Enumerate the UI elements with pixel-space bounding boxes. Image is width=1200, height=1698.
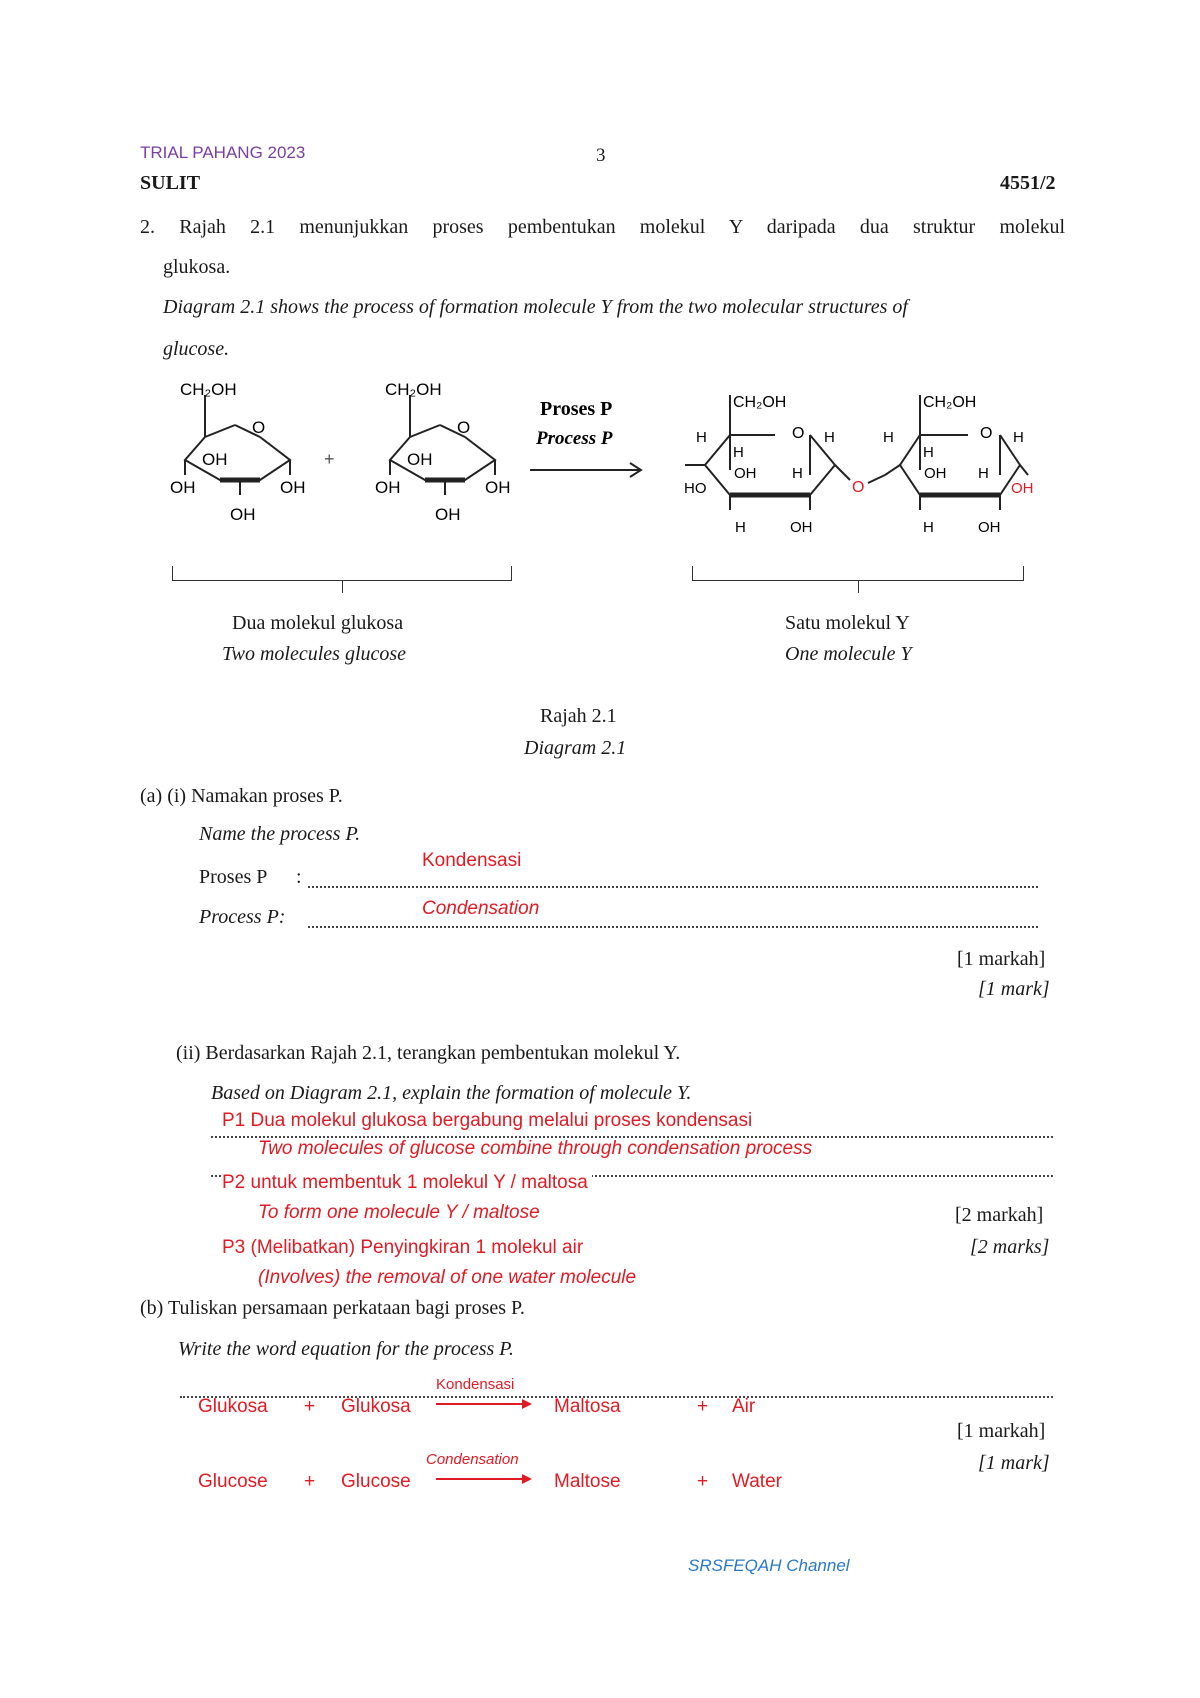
eq-ms-reactant-2: Glukosa [341,1396,411,1417]
maltose-ch2oh-1: CH₂OH [733,394,787,411]
eq-ms-product-2: Air [732,1396,756,1417]
maltose-ring-o-1: O [792,425,805,442]
answer-line-a-i-en [308,926,1038,928]
maltose-h-9: H [978,465,989,482]
maltose-h-4: H [792,465,803,482]
question-b-ms: (b) Tuliskan persamaan perkataan bagi proses P. [140,1297,525,1319]
maltose-h-5: H [735,519,746,536]
right-caption-ms: Satu molekul Y [785,612,910,634]
eq-ms-plus-1: + [304,1396,316,1417]
left-caption-en: Two molecules glucose [222,643,407,665]
answer-p1-en: Two molecules of glucose combine through condensation process [258,1138,813,1159]
marks-a-i-ms: [1 markah] [957,948,1046,970]
process-p-colon: : [296,866,302,888]
left-brace-tick [342,581,343,593]
eq-en-reactant-1: Glucose [198,1471,268,1492]
question-intro-ms: 2. Rajah 2.1 menunjukkan proses pembentukan molekul Y daripada dua struktur molekul [140,216,1065,238]
question-intro-en: Diagram 2.1 shows the process of formation molecule Y from the two molecular structures of [163,296,908,318]
answer-p3-ms: P3 (Melibatkan) Penyingkiran 1 molekul air [222,1237,584,1258]
eq-ms-plus-2: + [697,1396,709,1417]
left-oh-c4: OH [280,478,306,497]
mid-ch2oh: CH₂OH [385,380,442,399]
maltose-ring-o-2: O [980,425,993,442]
glucose-molecule-right [390,395,495,495]
question-a-i-ms: (a) (i) Namakan proses P. [140,785,343,807]
left-oh-c1: OH [170,478,196,497]
glycosidic-o: O [852,479,865,496]
eq-ms-reactant-1: Glukosa [198,1396,268,1417]
left-ch2oh: CH₂OH [180,380,237,399]
eq-en-arrow-icon [436,1473,532,1485]
process-p-label-ms: Proses P [199,866,268,888]
maltose-h-7: H [923,444,934,461]
maltose-ho: HO [684,480,707,497]
question-intro-ms-cont: glukosa. [163,256,231,278]
maltose-oh-2: OH [790,519,813,536]
process-p-label-en: Process P: [199,906,286,928]
marks-a-ii-ms: [2 markah] [955,1204,1044,1226]
mid-oh-bottom: OH [435,505,461,524]
eq-ms-arrow-icon [436,1398,532,1410]
left-ring-o: O [252,418,266,437]
marks-a-ii-en: [2 marks] [970,1236,1050,1258]
marks-a-i-en: [1 mark] [978,978,1050,1000]
eq-en-arrow-label: Condensation [426,1451,519,1468]
page-number: 3 [596,145,606,166]
glucose-diagram [160,375,1050,555]
eq-ms-arrow-label: Kondensasi [436,1376,515,1393]
answer-p1-ms: P1 Dua molekul glukosa bergabung melalui proses kondensasi [222,1110,753,1131]
eq-en-plus-2: + [697,1471,709,1492]
mid-ring-o: O [457,418,471,437]
question-a-i-en: Name the process P. [199,823,361,845]
maltose-h-6: H [883,429,894,446]
trial-label: TRIAL PAHANG 2023 [140,143,306,162]
eq-en-reactant-2: Glucose [341,1471,411,1492]
marks-b-en: [1 mark] [978,1452,1050,1474]
glucose-molecule-left [185,395,290,495]
maltose-oh-4: OH [978,519,1001,536]
question-intro-en-cont: glucose. [163,338,230,360]
process-label-ms: Proses P [540,398,613,420]
eq-en-product-1: Maltose [554,1471,621,1492]
maltose-h-2: H [733,444,744,461]
answer-a-i-en: Condensation [422,898,540,919]
mid-oh-c4: OH [485,478,511,497]
answer-line-a-i-ms [308,886,1038,888]
answer-p2-ms: P2 untuk membentuk 1 molekul Y / maltosa [222,1172,592,1194]
left-oh-inner: OH [202,450,228,469]
maltose-ch2oh-2: CH₂OH [923,394,977,411]
left-oh-bottom: OH [230,505,256,524]
marks-b-ms: [1 markah] [957,1420,1046,1442]
answer-a-i-ms: Kondensasi [422,850,522,871]
mid-oh-inner: OH [407,450,433,469]
maltose-h-1: H [696,429,707,446]
eq-en-product-2: Water [732,1471,782,1492]
channel-watermark: SRSFEQAH Channel [688,1556,850,1575]
plus-sign: + [324,449,335,469]
maltose-oh-red: OH [1011,480,1034,497]
diagram-caption-ms: Rajah 2.1 [540,705,617,727]
right-brace-tick [858,581,859,593]
eq-en-plus-1: + [304,1471,316,1492]
process-arrow-icon [530,463,641,477]
mid-oh-c1: OH [375,478,401,497]
maltose-h-8: H [1013,429,1024,446]
question-a-ii-ms: (ii) Berdasarkan Rajah 2.1, terangkan pembentukan molekul Y. [176,1042,681,1064]
eq-ms-product-1: Maltosa [554,1396,621,1417]
sulit-label: SULIT [140,172,201,194]
left-caption-ms: Dua molekul glukosa [232,612,404,634]
question-b-en: Write the word equation for the process P. [178,1338,514,1360]
maltose-h-10: H [923,519,934,536]
right-brace [692,566,1024,581]
maltose-oh-1: OH [734,465,757,482]
maltose-h-3: H [824,429,835,446]
answer-p3-en: (Involves) the removal of one water molecule [258,1267,637,1288]
paper-code: 4551/2 [1000,172,1056,194]
right-caption-en: One molecule Y [785,643,912,665]
diagram-caption-en: Diagram 2.1 [524,737,627,759]
question-a-ii-en: Based on Diagram 2.1, explain the formation of molecule Y. [211,1082,692,1104]
left-brace [172,566,512,581]
answer-p2-en: To form one molecule Y / maltose [258,1202,540,1223]
process-label-en: Process P [536,428,613,449]
maltose-oh-3: OH [924,465,947,482]
